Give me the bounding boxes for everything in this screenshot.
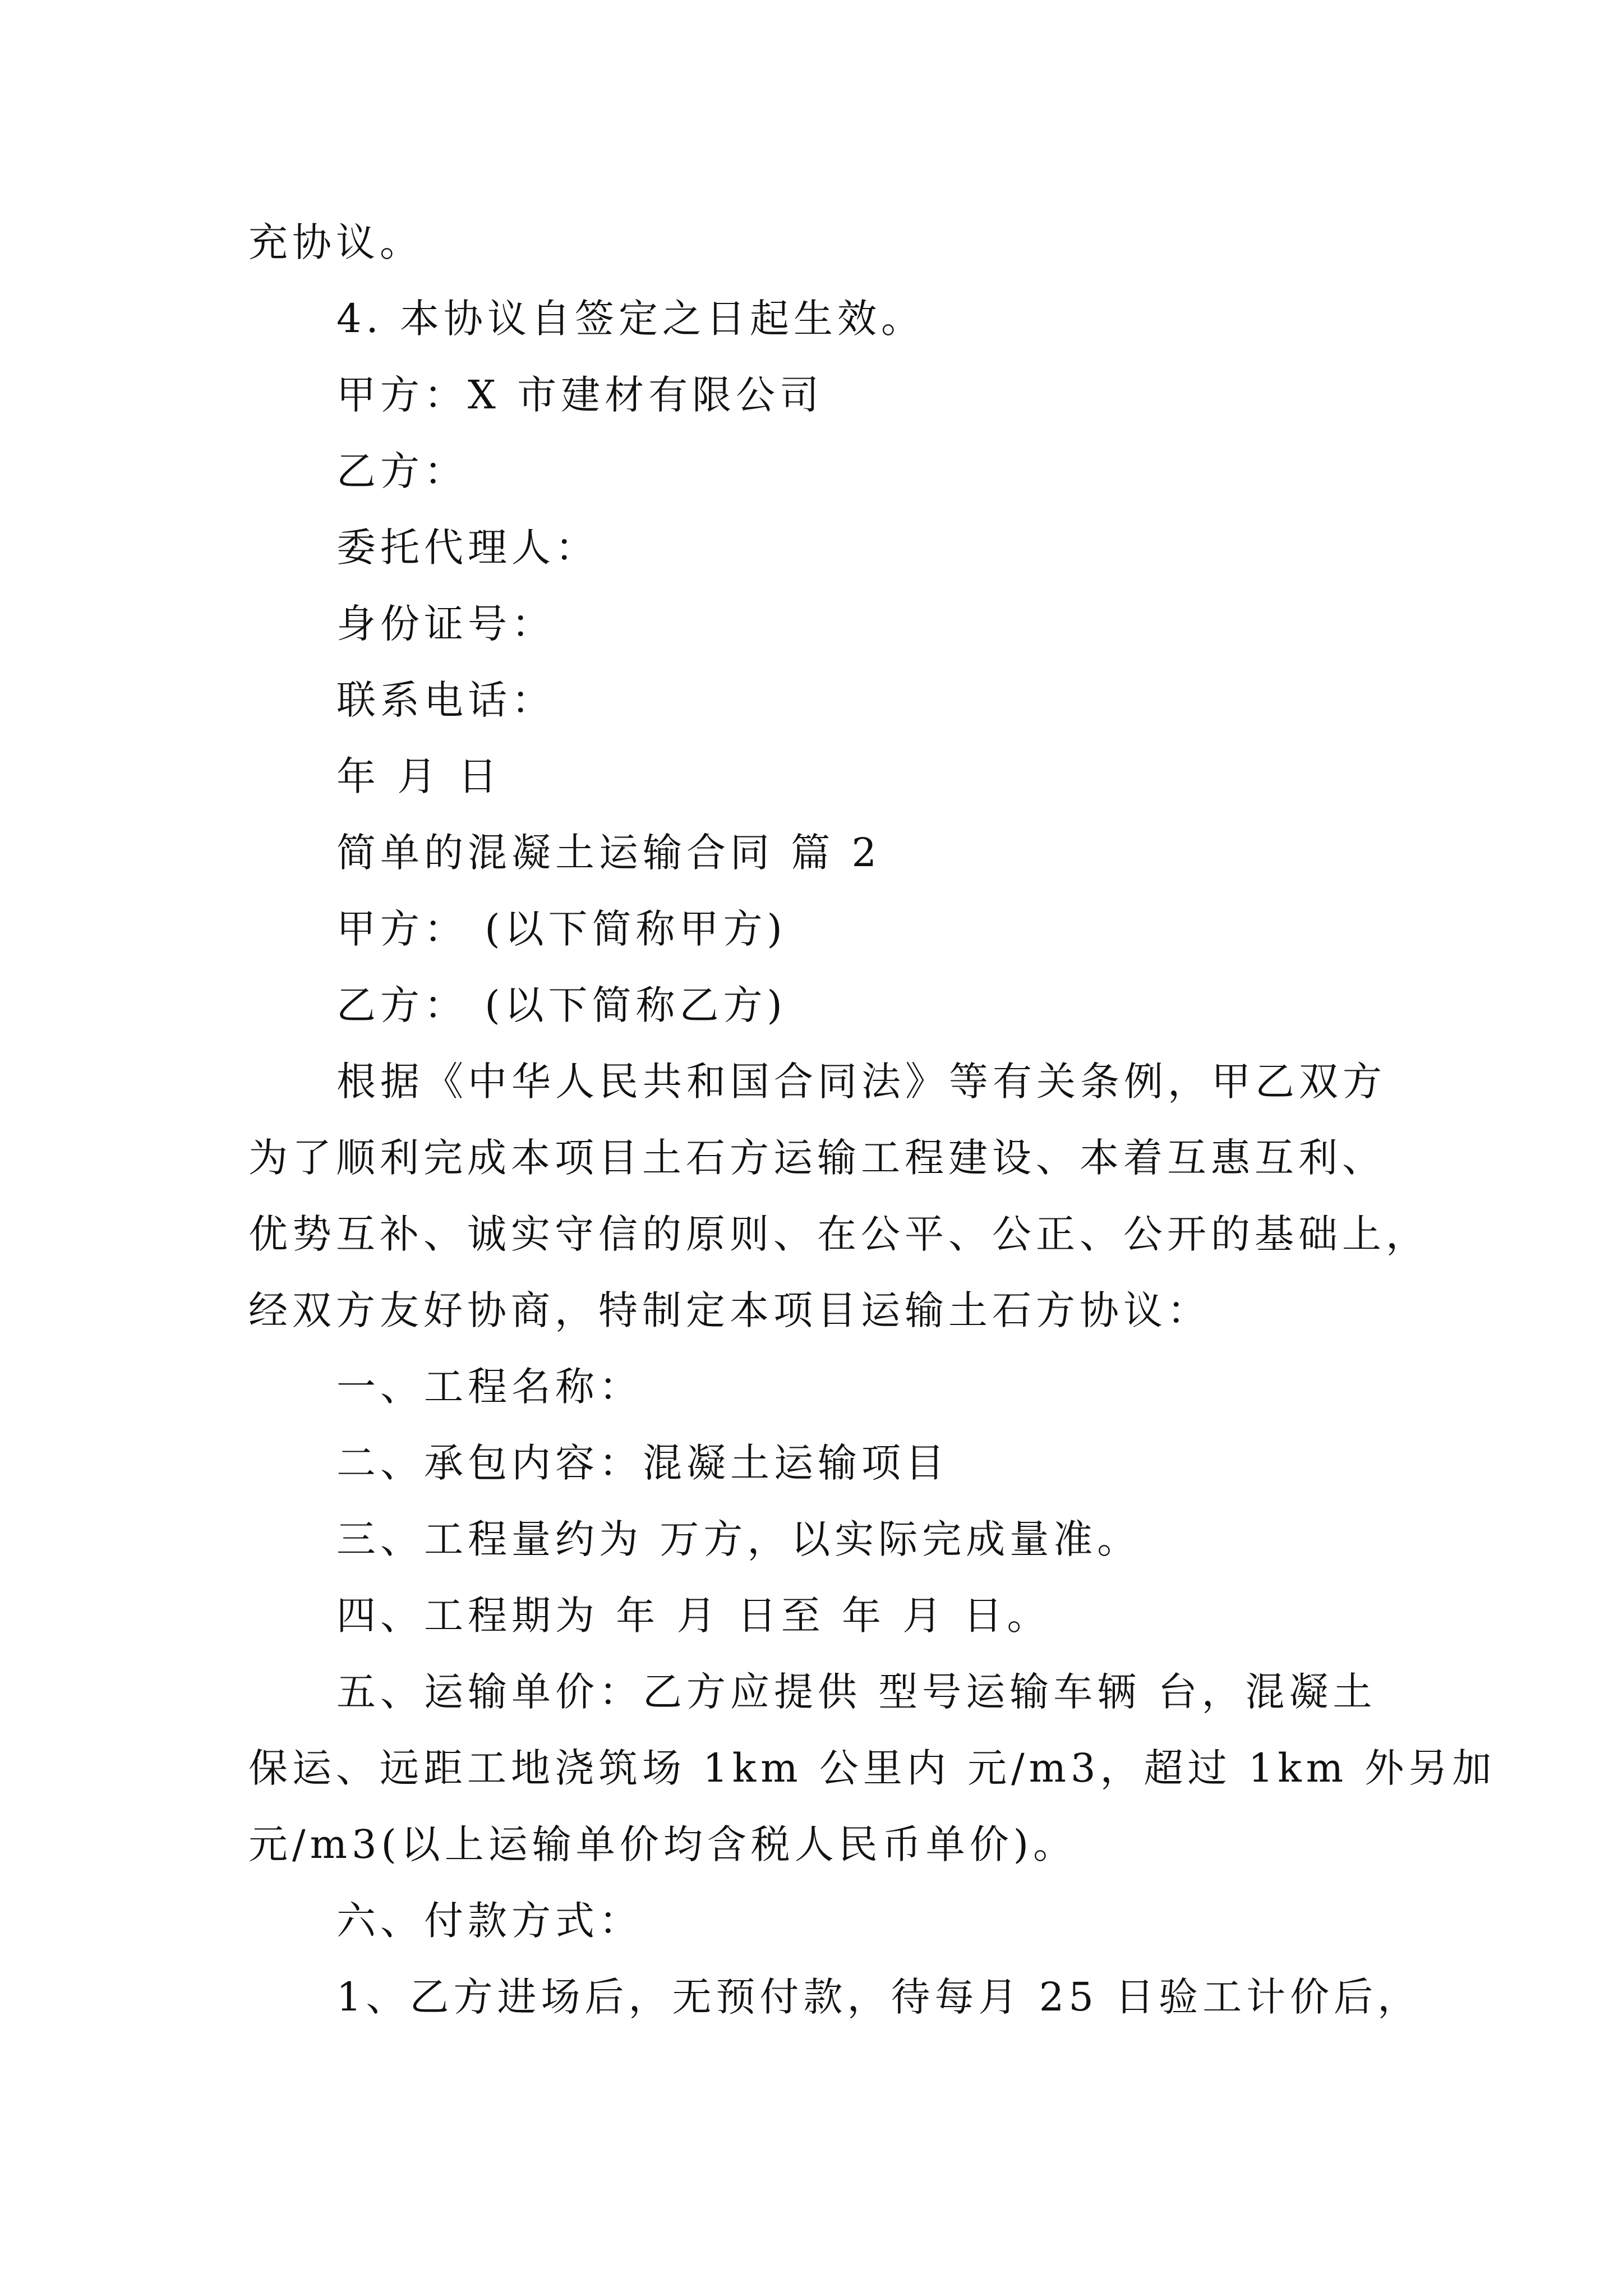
clause-payment: 六、付款方式： — [336, 1898, 643, 1944]
clause-payment-item-1: 1、乙方进场后，无预付款，待每月 25 日验工计价后， — [336, 1974, 1422, 2020]
text-line-continuation: 充协议。 — [248, 219, 423, 265]
text-line-clause-4: 4. 本协议自签定之日起生效。 — [336, 296, 925, 342]
clause-unit-price: 五、运输单价：乙方应提供 型号运输车辆 台，混凝土 — [336, 1669, 1377, 1715]
paragraph-line: 优势互补、诚实守信的原则、在公平、公正、公开的基础上， — [248, 1211, 1430, 1257]
paragraph-line: 经双方友好协商，特制定本项目运输土石方协议： — [248, 1287, 1211, 1333]
paragraph-line: 为了顺利完成本项目土石方运输工程建设、本着互惠互利、 — [248, 1135, 1386, 1181]
clause-scope: 二、承包内容：混凝土运输项目 — [336, 1440, 949, 1486]
paragraph-line: 根据《中华人民共和国合同法》等有关条例，甲乙双方 — [336, 1059, 1386, 1105]
section-title: 简单的混凝土运输合同 篇 2 — [336, 830, 882, 876]
text-line-party-a: 甲方：X 市建材有限公司 — [336, 372, 824, 418]
text-line-agent: 委托代理人： — [336, 524, 599, 570]
text-line-phone: 联系电话： — [336, 677, 555, 723]
text-line-party-a-short: 甲方： (以下简称甲方) — [336, 906, 787, 952]
text-line-party-b: 乙方： — [336, 448, 468, 494]
clause-project-name: 一、工程名称： — [336, 1364, 643, 1410]
text-line-id-number: 身份证号： — [336, 601, 555, 647]
text-line-date: 年 月 日 — [336, 753, 502, 799]
paragraph-line: 保运、远距工地浇筑场 1km 公里内 元/m3，超过 1km 外另加 — [248, 1745, 1496, 1791]
clause-quantity: 三、工程量约为 万方，以实际完成量准。 — [336, 1516, 1141, 1562]
text-line-party-b-short: 乙方： (以下简称乙方) — [336, 982, 787, 1028]
paragraph-line: 元/m3(以上运输单价均含税人民币单价)。 — [248, 1821, 1077, 1867]
clause-period: 四、工程期为 年 月 日至 年 月 日。 — [336, 1593, 1051, 1639]
